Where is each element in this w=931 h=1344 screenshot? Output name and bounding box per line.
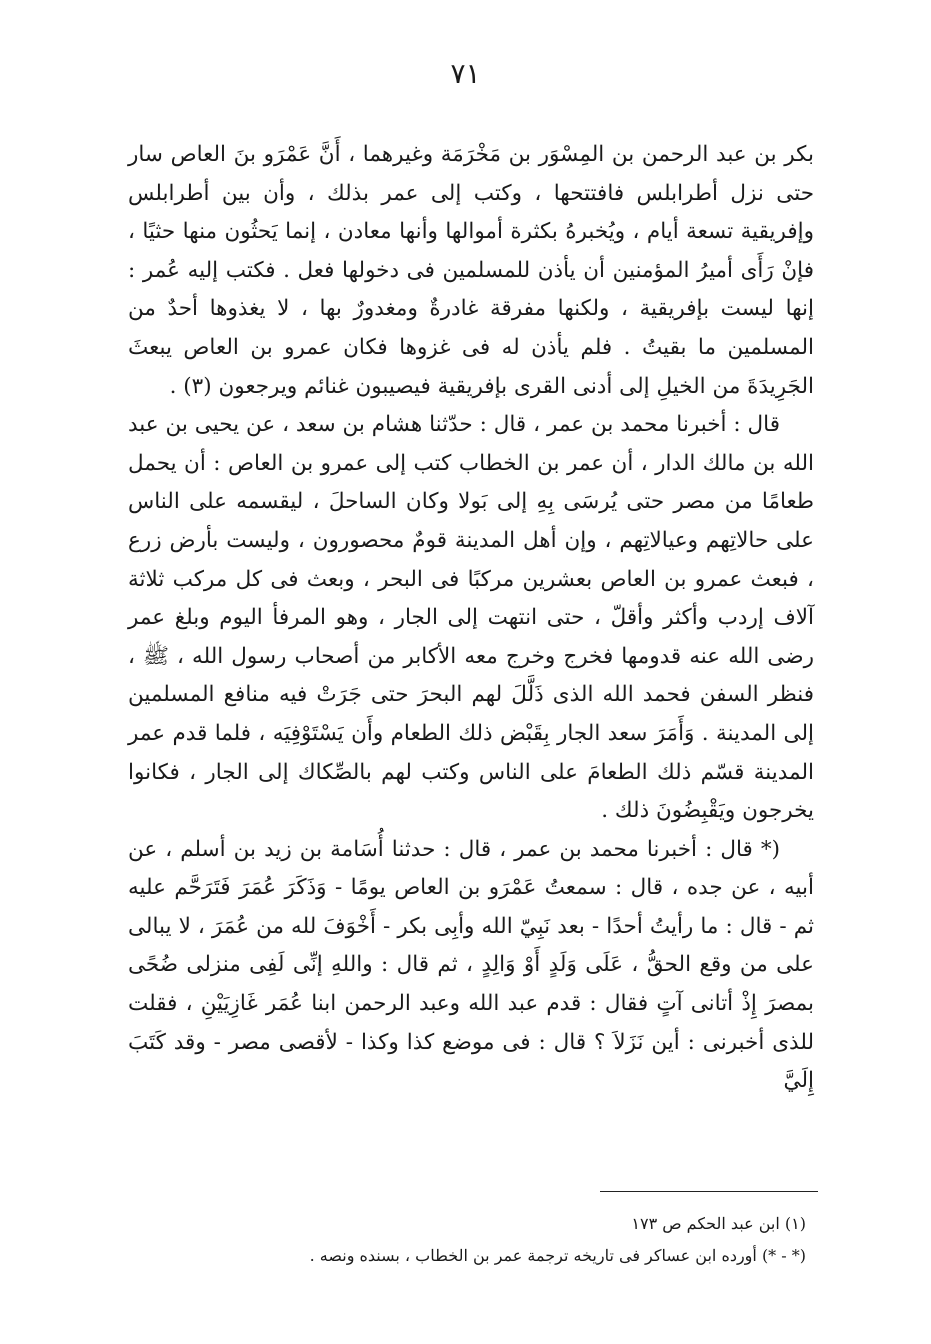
footnote: (* - *) أورده ابن عساكر فى تاريخه ترجمة عمر بن الخطاب ، بسنده ونصه . — [309, 1246, 806, 1265]
footnote: (١) ابن عبد الحكم ص ١٧٣ — [631, 1214, 806, 1233]
footnote-divider — [600, 1191, 818, 1192]
paragraph: قال : أخبرنا محمد بن عمر ، قال : حدّثنا هشام بن سعد ، عن يحيى بن عبد الله بن مالك الدار ، أن عمر بن الخطاب كتب إلى عمرو بن العاص : أن يحمل طعامًا من مصر حتى يُرسَى بِهِ إلى بَولا وكان الساحلَ ، ليقسمه على الناس على حالاتِهم وعيالاتِهم ، وإن أهل المدينة قومٌ محصورون ، وليست بأرض زرع ، فبعث عمرو بن العاص بعشرين مركبًا فى البحر ، وبعث فى كل مركب ثلاثة آلاف إردب وأكثر وأقلّ ، حتى انتهت إلى الجار ، وهو المرفأ اليوم وبلغ عمر رضى الله عنه قدومها فخرج وخرج معه الأكابر من أصحاب رسول الله ، ﷺ ، فنظر السفن فحمد الله الذى ذَلَّلَ لهم البحرَ حتى جَرَتْ فيه منافع المسلمين إلى المدينة . وَأَمَرَ سعد الجار بِقَبْض ذلك الطعام وأَن يَسْتَوْفِيَه ، فلما قدم عمر المدينة قسّم ذلك الطعامَ على الناس وكتب لهم بالصِّكاك إلى الجار ، فكانوا يخرجون ويَقْبِضُونَ ذلك . — [128, 412, 814, 824]
footnotes — [140, 1208, 814, 1272]
main-text — [128, 136, 814, 1101]
page-number: ٧١ — [450, 57, 481, 90]
paragraph: (* قال : أخبرنا محمد بن عمر ، قال : حدثنا أُسَامة بن زيد بن أسلم ، عن أبيه ، عن جده ، قال : سمعتُ عَمْرَو بن العاص يومًا - وَذَكَرَ عُمَرَ فَتَرَحَّم عليه ثم - قال : ما رأيتُ أحدًا - بعد نَبِيّ الله وأبِى بكر - أَخْوَفَ لله من عُمَرَ ، لا يبالى على من وقع الحقُّ ، عَلَى وَلَدٍ أَوْ وَالِدٍ ، ثم قال : واللهِ إنِّى لَفِى منزلى ضُحًى بمصرَ إِذْ أتانى آتٍ فقال : قدم عبد الله وعبد الرحمن ابنا عُمَر غَازِيَيْنِ ، فقلت للذى أخبرنى : أين نَزَلاَ ؟ قال : فى موضع كذا وكذا - لأقصى مصر - وقد كَتَبَ إِلَيَّ — [128, 836, 814, 1094]
paragraph: بكر بن عبد الرحمن بن المِسْوَر بن مَخْرَمَة وغيرهما ، أَنَّ عَمْرَو بنَ العاص سار حتى نزل أطرابلس فافتتحها ، وكتب إلى عمر بذلك ، وأن بين أطرابلس وإفريقية تسعة أيام ، ويُخبرهُ بكثرة أموالها وأنها معادن ، إنما يَحثُون منها حثيًا ، فإنْ رَأَى أميرُ المؤمنين أن يأذن للمسلمين فى دخولها فعل . فكتب إليه عُمر : إنها ليست بإفريقية ، ولكنها مفرقة غادرةٌ ومغدورٌ بها ، لا يغذوها أحدٌ من المسلمين ما بقيتُ . فلم يأذن له فى غزوها فكان عمرو بن العاص يبعثَ الجَرِيدَةَ من الخيلِ إلى أدنى القرى بإفريقية فيصيبون غنائم ويرجعون (٣) . — [128, 142, 814, 399]
